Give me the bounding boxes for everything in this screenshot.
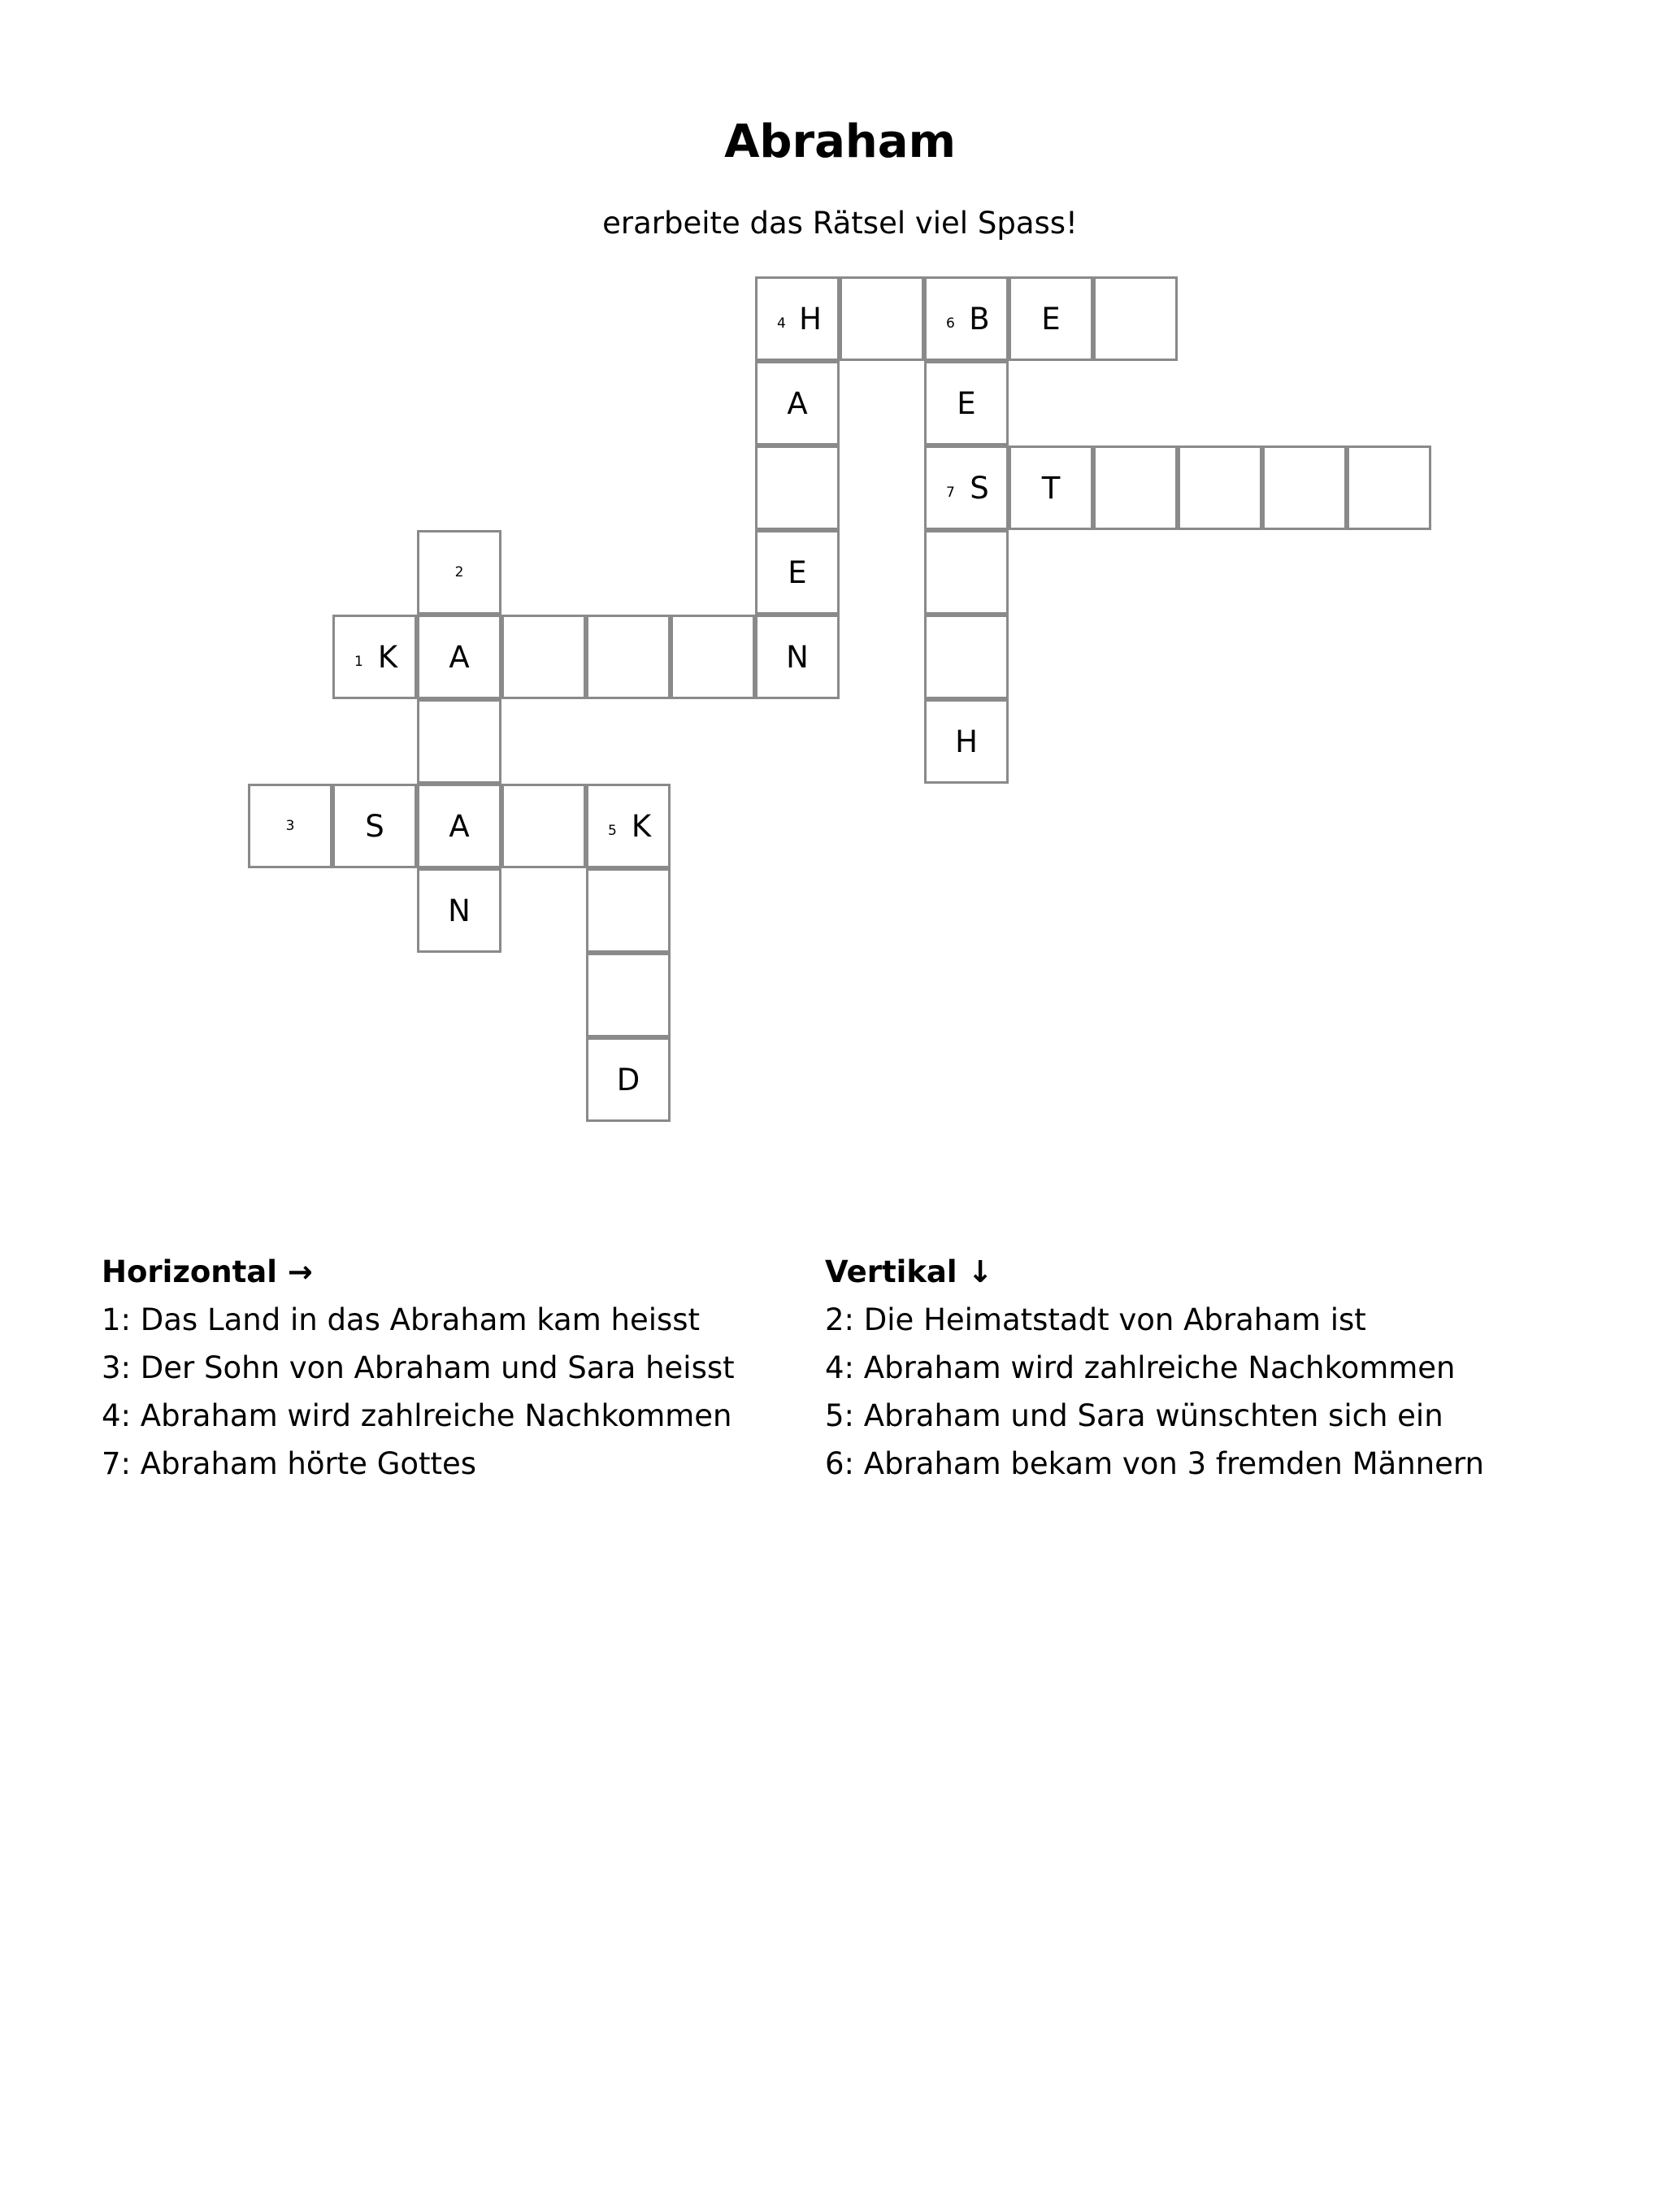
crossword-cell[interactable] bbox=[1262, 446, 1347, 530]
crossword-cell[interactable] bbox=[924, 276, 1009, 361]
crossword-cell[interactable] bbox=[248, 784, 332, 868]
vertical-clues bbox=[825, 1248, 1540, 1488]
crossword-cell[interactable] bbox=[1009, 446, 1093, 530]
cell-letter: T bbox=[1041, 471, 1061, 506]
vertical-clue: 4: Abraham wird zahlreiche Nachkommen bbox=[825, 1350, 1456, 1385]
crossword-cell[interactable] bbox=[840, 276, 924, 361]
crossword-cell[interactable] bbox=[586, 953, 671, 1037]
cell-letter: A bbox=[449, 809, 470, 844]
crossword-cell[interactable] bbox=[501, 784, 586, 868]
crossword-cell[interactable] bbox=[417, 615, 501, 699]
crossword-cell[interactable] bbox=[1178, 446, 1262, 530]
cell-letter: K bbox=[377, 640, 398, 675]
crossword-cell[interactable] bbox=[755, 276, 840, 361]
clue-number: 1 bbox=[354, 654, 363, 670]
horizontal-heading: Horizontal → bbox=[102, 1254, 313, 1289]
crossword-cell[interactable] bbox=[1347, 446, 1431, 530]
crossword-cell[interactable] bbox=[755, 530, 840, 615]
crossword-cell[interactable] bbox=[501, 615, 586, 699]
crossword-cell[interactable] bbox=[332, 784, 417, 868]
vertical-clue: 6: Abraham bekam von 3 fremden Männern bbox=[825, 1446, 1484, 1481]
crossword-cell[interactable] bbox=[755, 615, 840, 699]
crossword-cell[interactable] bbox=[1093, 276, 1178, 361]
crossword-cell[interactable] bbox=[586, 868, 671, 953]
clue-number: 5 bbox=[608, 823, 617, 839]
cell-letter: E bbox=[957, 386, 976, 421]
crossword-cell[interactable] bbox=[586, 615, 671, 699]
cell-letter: N bbox=[448, 893, 471, 928]
crossword-cell[interactable] bbox=[671, 615, 755, 699]
clue-number: 3 bbox=[285, 818, 295, 834]
page-subtitle: erarbeite das Rätsel viel Spass! bbox=[602, 206, 1078, 241]
cell-letter: S bbox=[970, 471, 989, 506]
crossword-cell[interactable] bbox=[417, 784, 501, 868]
crossword-cell[interactable] bbox=[586, 784, 671, 868]
clue-number: 2 bbox=[454, 564, 464, 580]
vertical-heading: Vertikal ↓ bbox=[825, 1254, 993, 1289]
horizontal-clue: 1: Das Land in das Abraham kam heisst bbox=[102, 1302, 701, 1337]
page-title: Abraham bbox=[724, 115, 956, 168]
cell-letter: S bbox=[365, 809, 384, 844]
clue-number: 4 bbox=[777, 315, 786, 332]
vertical-clue: 2: Die Heimatstadt von Abraham ist bbox=[825, 1302, 1366, 1337]
crossword-cell[interactable] bbox=[1009, 276, 1093, 361]
horizontal-clue: 7: Abraham hörte Gottes bbox=[102, 1446, 477, 1481]
cell-letter: H bbox=[955, 724, 978, 759]
crossword-cell[interactable] bbox=[924, 699, 1009, 784]
crossword-cell[interactable] bbox=[755, 361, 840, 446]
cell-letter: B bbox=[969, 302, 990, 337]
horizontal-clue: 3: Der Sohn von Abraham und Sara heisst bbox=[102, 1350, 735, 1385]
vertical-clue: 5: Abraham und Sara wünschten sich ein bbox=[825, 1398, 1443, 1433]
crossword-cell[interactable] bbox=[1093, 446, 1178, 530]
cell-letter: H bbox=[799, 302, 822, 337]
cell-letter: D bbox=[616, 1063, 640, 1098]
crossword-cell[interactable] bbox=[924, 361, 1009, 446]
cell-letter: E bbox=[788, 555, 807, 590]
crossword-cell[interactable] bbox=[332, 615, 417, 699]
crossword-cell[interactable] bbox=[924, 446, 1009, 530]
cell-letter: E bbox=[1041, 302, 1061, 337]
crossword-cell[interactable] bbox=[755, 446, 840, 530]
cell-letter: K bbox=[631, 809, 652, 844]
crossword-cell[interactable] bbox=[924, 615, 1009, 699]
crossword-cell[interactable] bbox=[924, 530, 1009, 615]
crossword-cell[interactable] bbox=[417, 868, 501, 953]
cell-letter: N bbox=[786, 640, 809, 675]
crossword-cell[interactable] bbox=[417, 699, 501, 784]
horizontal-clue: 4: Abraham wird zahlreiche Nachkommen bbox=[102, 1398, 732, 1433]
cell-letter: A bbox=[787, 386, 808, 421]
horizontal-clues bbox=[102, 1248, 817, 1488]
cell-letter: A bbox=[449, 640, 470, 675]
crossword-cell[interactable] bbox=[586, 1037, 671, 1122]
clue-number: 7 bbox=[946, 485, 955, 501]
clue-number: 6 bbox=[946, 315, 955, 332]
crossword-cell[interactable] bbox=[417, 530, 501, 615]
